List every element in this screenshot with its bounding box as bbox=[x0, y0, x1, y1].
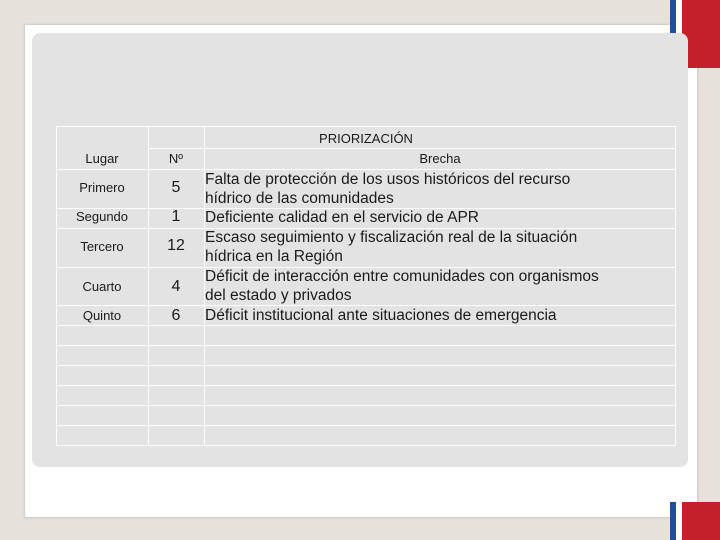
header-lugar: Lugar bbox=[85, 151, 119, 166]
row-brecha-line: del estado y privados bbox=[205, 287, 352, 304]
row-numero: 6 bbox=[171, 307, 181, 324]
row-numero: 1 bbox=[171, 208, 181, 225]
row-brecha-line: Deficiente calidad en el servicio de APR bbox=[205, 209, 479, 226]
header-numero: Nº bbox=[168, 151, 184, 166]
row-lugar: Segundo bbox=[75, 209, 129, 224]
row-brecha-line: Falta de protección de los usos históricos del recurso bbox=[205, 171, 571, 188]
row-brecha-line: Escaso seguimiento y fiscalización real de la situación bbox=[205, 229, 578, 246]
row-lugar: Tercero bbox=[80, 239, 124, 254]
row-lugar: Quinto bbox=[82, 308, 122, 323]
row-numero: 4 bbox=[171, 278, 181, 295]
flag-decoration-bottom bbox=[670, 502, 720, 540]
row-brecha-line: Déficit de interacción entre comunidades con organismos bbox=[205, 268, 599, 285]
table-title: PRIORIZACIÓN bbox=[319, 131, 413, 146]
row-brecha-line: hídrica en la Región bbox=[205, 248, 343, 265]
row-lugar: Cuarto bbox=[82, 279, 122, 294]
row-numero: 12 bbox=[167, 237, 185, 254]
row-numero: 5 bbox=[171, 179, 181, 196]
row-brecha-line: Déficit institucional ante situaciones de emergencia bbox=[205, 307, 557, 324]
row-lugar: Primero bbox=[79, 180, 125, 195]
row-brecha-line: hídrico de las comunidades bbox=[205, 190, 394, 207]
header-brecha: Brecha bbox=[419, 151, 461, 166]
